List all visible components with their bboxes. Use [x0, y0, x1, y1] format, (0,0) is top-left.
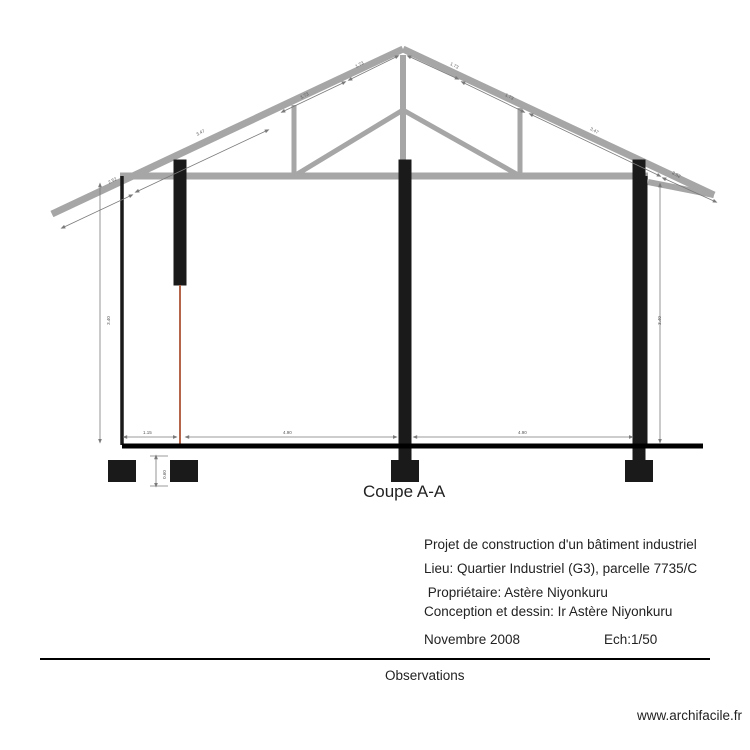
dimension-label-height-left-wall: 3.40	[105, 316, 111, 325]
column-middle	[399, 160, 411, 470]
dimension-label-base-seg-1: 1.15	[143, 430, 152, 435]
page-title: Coupe A-A	[363, 482, 446, 501]
roof-truss	[52, 49, 714, 214]
dimension-label-roof-left-lower: 2.52	[107, 176, 118, 185]
project-scale: Ech:1/50	[604, 632, 658, 647]
dim-roof-left-upper	[136, 130, 268, 192]
dimension-label-base-seg-3: 4.90	[518, 430, 527, 435]
project-line-3: Propriétaire: Astère Niyonkuru	[424, 585, 608, 600]
columns	[122, 160, 646, 470]
dim-roof-right-upper	[530, 114, 660, 176]
column-right	[633, 160, 645, 470]
dimension-label-rafter-right-b: 1.73	[504, 92, 515, 101]
footing-right	[625, 460, 653, 482]
dimension-label-roof-right-upper: 3.47	[589, 126, 600, 135]
dimension-label-rafter-left-b: 1.73	[354, 60, 365, 69]
project-date: Novembre 2008	[424, 632, 521, 647]
footing-2	[170, 460, 198, 482]
project-line-1: Projet de construction d'un bâtiment industriel	[424, 537, 697, 552]
dim-rafter-right-b	[462, 82, 524, 112]
dimension-label-base-seg-2: 4.90	[283, 430, 292, 435]
column-2-upper	[174, 160, 186, 285]
project-line-4: Conception et dessin: Ir Astère Niyonkuru	[424, 604, 673, 619]
dimension-label-height-right-wall: 3.40	[656, 316, 662, 325]
dimension-label-rafter-left-a: 1.73	[299, 91, 310, 100]
website-label: www.archifacile.fr	[637, 708, 743, 723]
project-line-2: Lieu: Quartier Industriel (G3), parcelle 7735/C	[424, 561, 698, 576]
web-diagonal-right	[403, 110, 520, 176]
web-diagonal-left	[294, 110, 403, 176]
observations-label: Observations	[385, 668, 465, 683]
dimension-label-roof-left-upper: 3.47	[195, 128, 206, 137]
footing-left	[108, 460, 136, 482]
dimension-label-roof-right-lower: 2.52	[671, 170, 682, 179]
dimension-label-rafter-right-a: 1.73	[449, 61, 460, 70]
dim-rafter-left-a	[282, 82, 345, 112]
footing-middle	[391, 460, 419, 482]
dimension-label-footing-depth: 0.60	[161, 470, 167, 479]
eave-left	[52, 182, 120, 214]
